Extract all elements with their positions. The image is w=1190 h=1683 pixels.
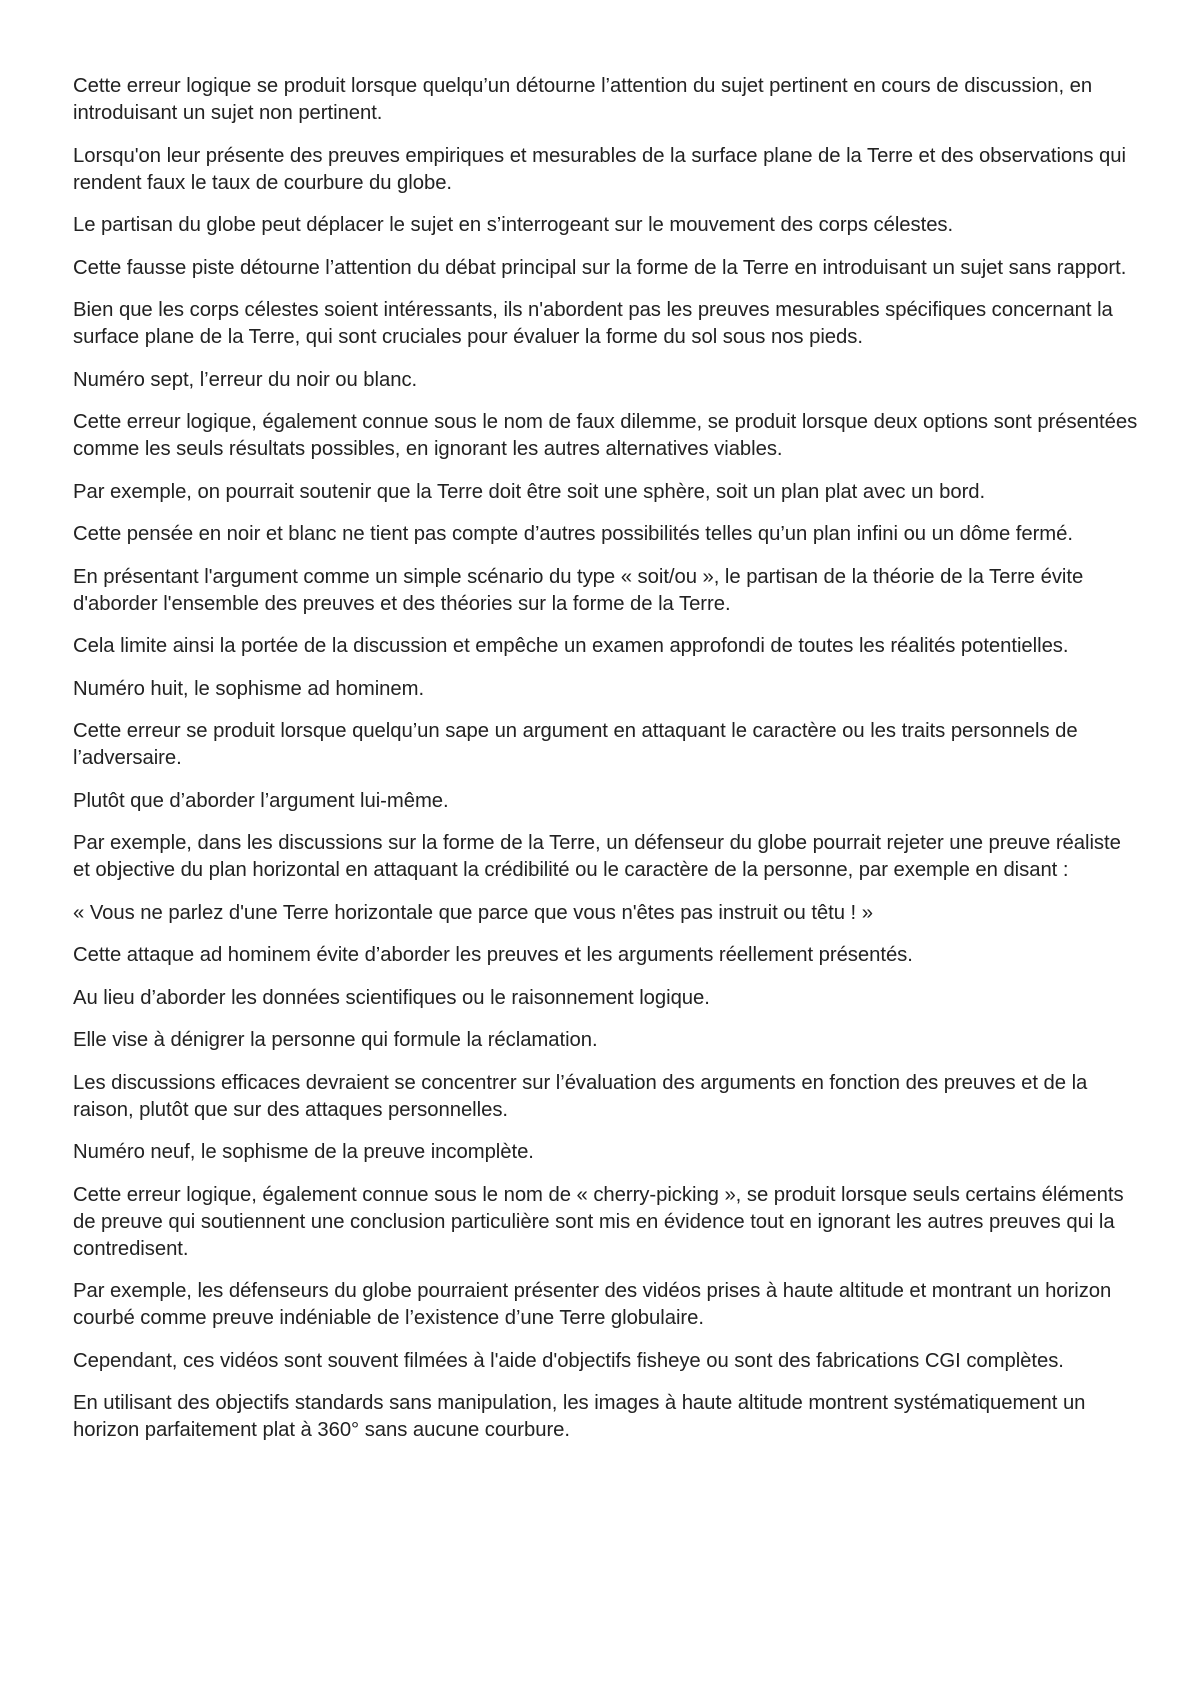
paragraph-23: Par exemple, les défenseurs du globe pourraient présenter des vidéos prises à haute altitude et montrant un horizon courbé comme preuve indéniable de l’existence d’une Terre globulaire. xyxy=(73,1280,1112,1329)
paragraph-4: Cette fausse piste détourne l’attention du débat principal sur la forme de la Terre en introduisant un sujet sans rapport. xyxy=(73,256,1127,279)
paragraph-8: Par exemple, on pourrait soutenir que la Terre doit être soit une sphère, soit un plan plat avec un bord. xyxy=(73,480,986,503)
paragraph-24: Cependant, ces vidéos sont souvent filmées à l'aide d'objectifs fisheye ou sont des fabrications CGI complètes. xyxy=(73,1349,1064,1372)
paragraph-18: Au lieu d’aborder les données scientifiques ou le raisonnement logique. xyxy=(73,986,710,1009)
section-heading-nine: Numéro neuf, le sophisme de la preuve incomplète. xyxy=(73,1141,534,1163)
paragraph-2: Lorsqu'on leur présente des preuves empiriques et mesurables de la surface plane de la Terre et des observations qui rendent faux le taux de courbure du globe. xyxy=(73,144,1126,194)
paragraph-5: Bien que les corps célestes soient intéressants, ils n'abordent pas les preuves mesurables spécifiques concernant la surface plane de la Terre, qui sont cruciales pour évaluer la forme du sol sous nos pieds. xyxy=(73,299,1113,348)
section-heading-seven: Numéro sept, l’erreur du noir ou blanc. xyxy=(73,368,418,391)
paragraph-9: Cette pensée en noir et blanc ne tient pas compte d’autres possibilités telles qu’un plan infini ou un dôme fermé. xyxy=(73,523,1073,545)
paragraph-13: Cette erreur se produit lorsque quelqu’un sape un argument en attaquant le caractère ou les traits personnels de l’adversaire. xyxy=(73,720,1078,769)
quote-paragraph: « Vous ne parlez d'une Terre horizontale que parce que vous n'êtes pas instruit ou têtu ! » xyxy=(73,901,873,924)
section-heading-eight: Numéro huit, le sophisme ad hominem. xyxy=(73,677,425,700)
paragraph-11: Cela limite ainsi la portée de la discussion et empêche un examen approfondi de toutes les réalités potentielles. xyxy=(73,635,1069,657)
paragraph-14: Plutôt que d’aborder l’argument lui-même. xyxy=(73,789,449,812)
paragraph-15: Par exemple, dans les discussions sur la forme de la Terre, un défenseur du globe pourrait rejeter une preuve réaliste et objective du plan horizontal en attaquant la crédibilité ou le caractère de la personne, par exemple en disant : xyxy=(73,832,1121,881)
paragraph-1: Cette erreur logique se produit lorsque quelqu’un détourne l’attention du sujet pertinent en cours de discussion, en introduisant un sujet non pertinent. xyxy=(73,75,1093,124)
paragraph-25: En utilisant des objectifs standards sans manipulation, les images à haute altitude montrent systématiquement un horizon parfaitement plat à 360° sans aucune courbure. xyxy=(73,1392,1086,1441)
paragraph-20: Les discussions efficaces devraient se concentrer sur l’évaluation des arguments en fonction des preuves et de la raison, plutôt que sur des attaques personnelles. xyxy=(73,1071,1088,1121)
paragraph-3: Le partisan du globe peut déplacer le sujet en s’interrogeant sur le mouvement des corps célestes. xyxy=(73,214,954,236)
paragraph-7: Cette erreur logique, également connue sous le nom de faux dilemme, se produit lorsque deux options sont présentées comme les seuls résultats possibles, en ignorant les autres alternatives viables. xyxy=(73,411,1138,460)
paragraph-10: En présentant l'argument comme un simple scénario du type « soit/ou », le partisan de la théorie de la Terre évite d'aborder l'ensemble des preuves et des théories sur la forme de la Terre. xyxy=(73,565,1084,615)
paragraph-19: Elle vise à dénigrer la personne qui formule la réclamation. xyxy=(73,1029,598,1051)
paragraph-22: Cette erreur logique, également connue sous le nom de « cherry-picking », se produit lorsque seuls certains éléments de preuve qui soutiennent une conclusion particulière sont mis en évidence tout en ignorant les autres preuves qui la contredisent. xyxy=(73,1183,1124,1260)
paragraph-17: Cette attaque ad hominem évite d’aborder les preuves et les arguments réellement présentés. xyxy=(73,944,913,966)
